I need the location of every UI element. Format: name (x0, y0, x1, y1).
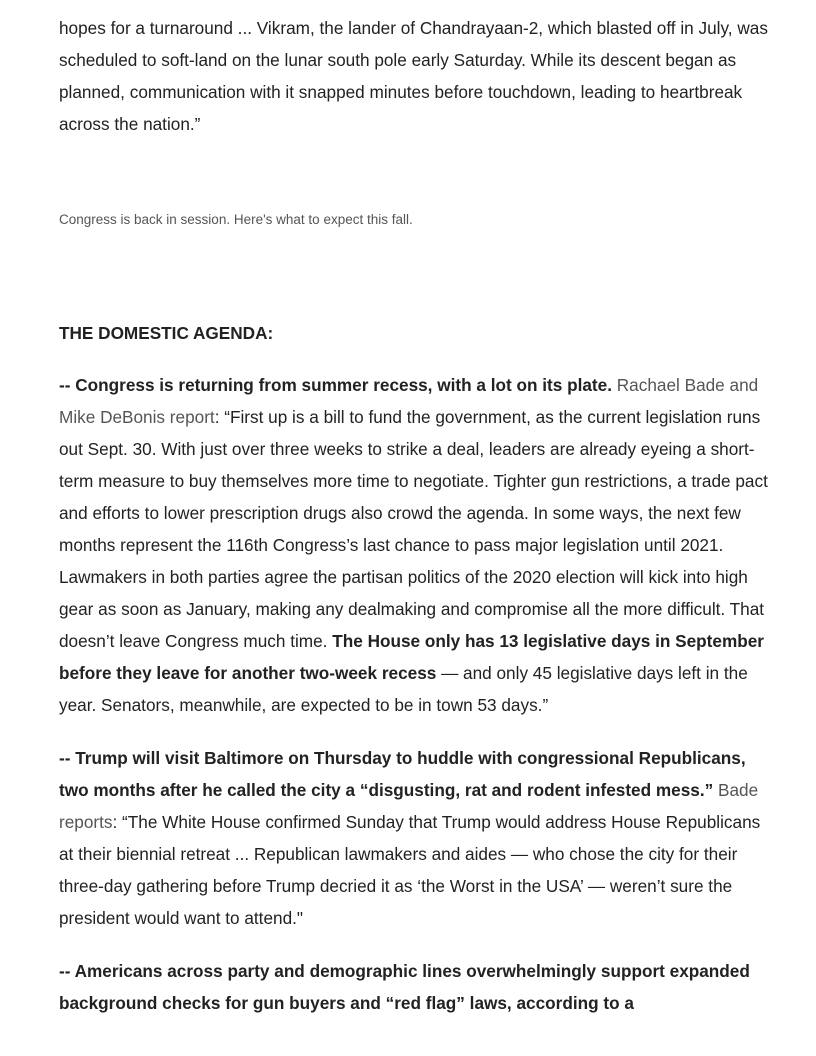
story-trump-baltimore (59, 742, 771, 934)
story-link-bade[interactable]: Bade reports (59, 780, 759, 832)
story-body: : “The White House confirmed Sunday that Trump would address House Republicans at their biennial retreat ... Republican lawmakers and aides — who chose the city for their three-day gathering before Trump decried it as ‘the Worst in the USA’ — weren’t sure the president would want to attend." (59, 812, 761, 928)
story-link-bade-debonis[interactable]: Rachael Bade and Mike DeBonis report (59, 375, 759, 427)
intro-paragraph: hopes for a turnaround ... Vikram, the lander of Chandrayaan-2, which blasted off in July, was scheduled to soft-land on the lunar south pole early Saturday. While its descent began as planned, communication with it snapped minutes before touchdown, leading to heartbreak across the nation.” (59, 18, 768, 134)
newsletter-body (59, 12, 771, 1019)
section-heading: THE DOMESTIC AGENDA: (59, 323, 274, 343)
story-body-continued: — and only 45 legislative days left in the year. Senators, meanwhile, are expected to be in town 53 days.” (59, 663, 748, 715)
story-lead: -- Congress is returning from summer recess, with a lot on its plate. (59, 375, 612, 395)
story-lead: -- Americans across party and demographic lines overwhelmingly support expanded background checks for gun buyers and “red flag” laws, according to a (59, 961, 750, 1013)
story-body: : “First up is a bill to fund the government, as the current legislation runs out Sept. 30. With just over three weeks to strike a deal, leaders are already eyeing a short-term measure to buy themselves more time to negotiate. Tighter gun restrictions, a trade pact and efforts to lower prescription drugs also crowd the agenda. In some ways, the next few months represent the 116th Congress’s last chance to pass major legislation until 2021. Lawmakers in both parties agree the partisan politics of the 2020 election will kick into high gear as soon as January, making any dealmaking and compromise all the more difficult. That doesn’t leave Congress much time. (59, 407, 768, 651)
story-background-checks (59, 955, 771, 1019)
story-congress-recess (59, 369, 771, 721)
story-lead: -- Trump will visit Baltimore on Thursday to huddle with congressional Republicans, two months after he called the city a “disgusting, rat and rodent infested mess.” (59, 748, 746, 800)
image-caption: Congress is back in session. Here's what to expect this fall. (59, 212, 413, 227)
story-bold-highlight: The House only has 13 legislative days in September before they leave for another two-week recess (59, 631, 764, 683)
